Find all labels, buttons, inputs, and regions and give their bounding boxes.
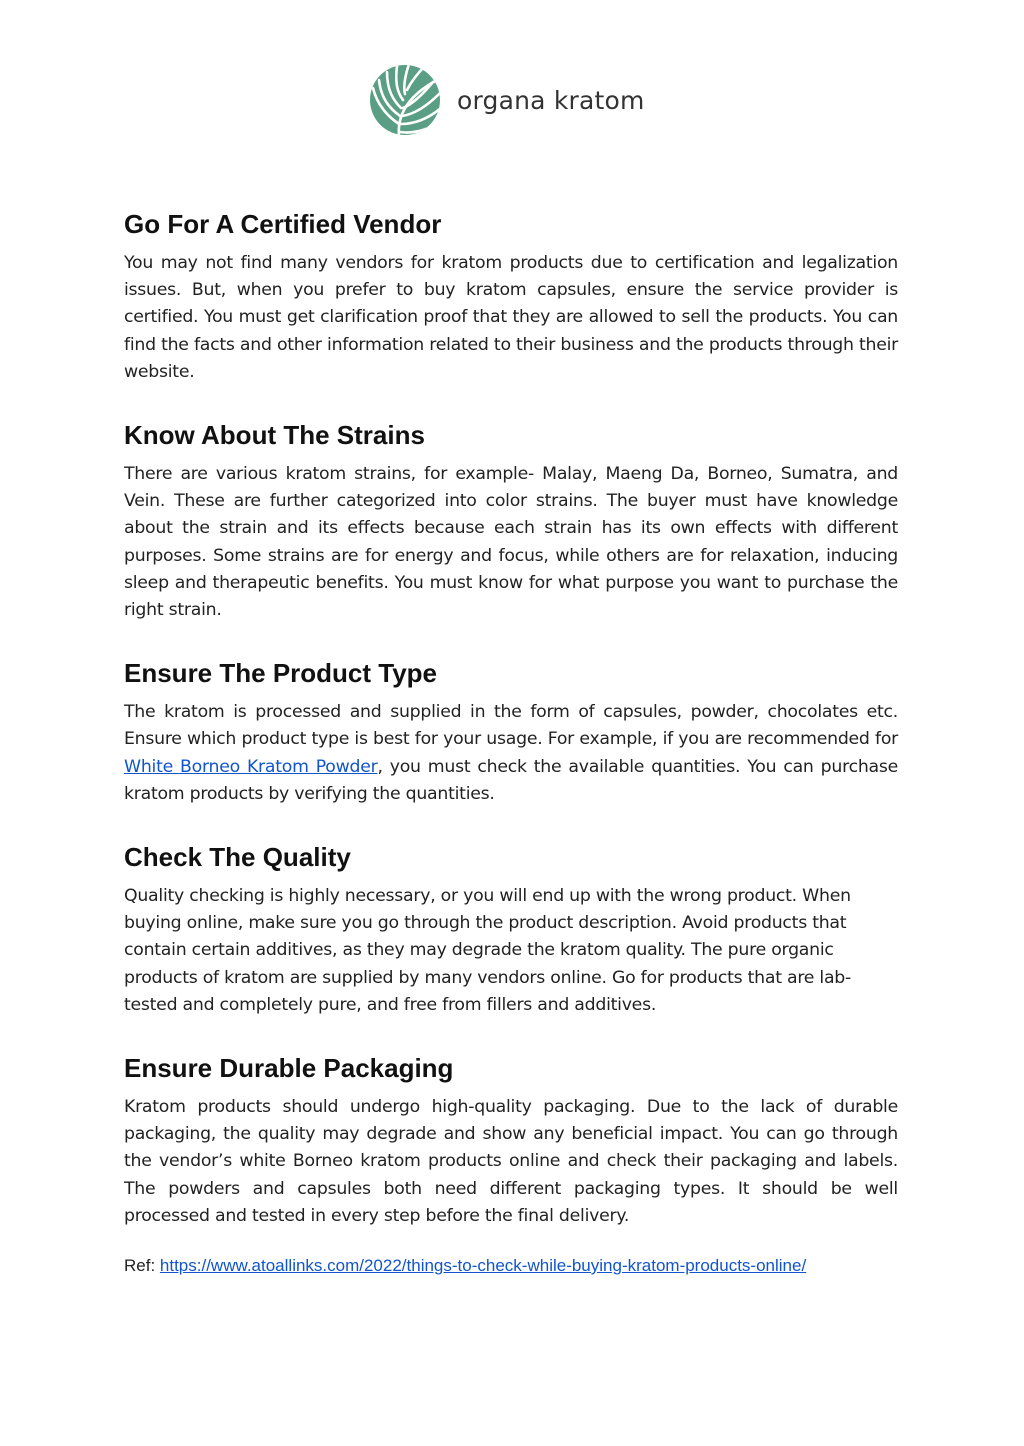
section-body: Quality checking is highly necessary, or you will end up with the wrong product. When buying online, make sure you go through the product description. Avoid products that contain certain additives, as they may degrade the kratom quality. The pure organic products of kratom are supplied by many vendors online. Go for products that are lab-tested and completely pure, and free from fillers and additives. xyxy=(124,886,852,1015)
section-body xyxy=(124,699,898,808)
leaf-logo-icon xyxy=(369,64,441,136)
section-heading: Ensure The Product Type xyxy=(124,658,438,689)
body-text-before-link: The kratom is processed and supplied in the form of capsules, powder, chocolates etc. Ensure which product type is best for your usage. For example, if you are recommended for xyxy=(124,702,898,750)
section-heading: Check The Quality xyxy=(124,842,351,873)
section-body: You may not find many vendors for kratom products due to certification and legalization issues. But, when you prefer to buy kratom capsules, ensure the service provider is certified. You must get clarification proof that they are allowed to sell the products. You can find the facts and other information related to their business and the products through their website. xyxy=(124,253,898,382)
section-packaging xyxy=(124,1050,898,1230)
reference-link[interactable]: https://www.atoallinks.com/2022/things-to-check-while-buying-kratom-products-online/ xyxy=(159,1256,807,1276)
section-certified-vendor xyxy=(124,206,898,386)
brand-name: organa kratom xyxy=(457,85,645,115)
section-heading: Go For A Certified Vendor xyxy=(124,209,442,239)
section-body: There are various kratom strains, for example- Malay, Maeng Da, Borneo, Sumatra, and Vein. These are further categorized into color strains. The buyer must have knowledge about the strain and its effects because each strain has its own effects with different purposes. Some strains are for energy and focus, while others are for relaxation, inducing sleep and therapeutic benefits. You must know for what purpose you want to purchase the right strain. xyxy=(124,464,898,621)
section-quality xyxy=(124,839,898,1019)
section-heading: Know About The Strains xyxy=(124,420,425,451)
section-product-type xyxy=(124,655,898,808)
brand-logo[interactable] xyxy=(369,63,645,137)
body-text-after-link: , you must check the available quantities. You can purchase kratom products by verifying the quantities. xyxy=(124,756,898,804)
reference-label: Ref: xyxy=(124,1256,160,1276)
section-heading: Ensure Durable Packaging xyxy=(124,1053,454,1084)
white-borneo-kratom-powder-link[interactable]: White Borneo Kratom Powder xyxy=(124,756,378,777)
reference xyxy=(124,1254,898,1278)
section-body: Kratom products should undergo high-quality packaging. Due to the lack of durable packaging, the quality may degrade and show any beneficial impact. You can go through the vendor’s white Borneo kratom products online and check their packaging and labels. The powders and capsules both need different packaging types. It should be well processed and tested in every step before the final delivery. xyxy=(124,1097,898,1226)
article xyxy=(124,206,898,1278)
section-strains xyxy=(124,417,898,624)
